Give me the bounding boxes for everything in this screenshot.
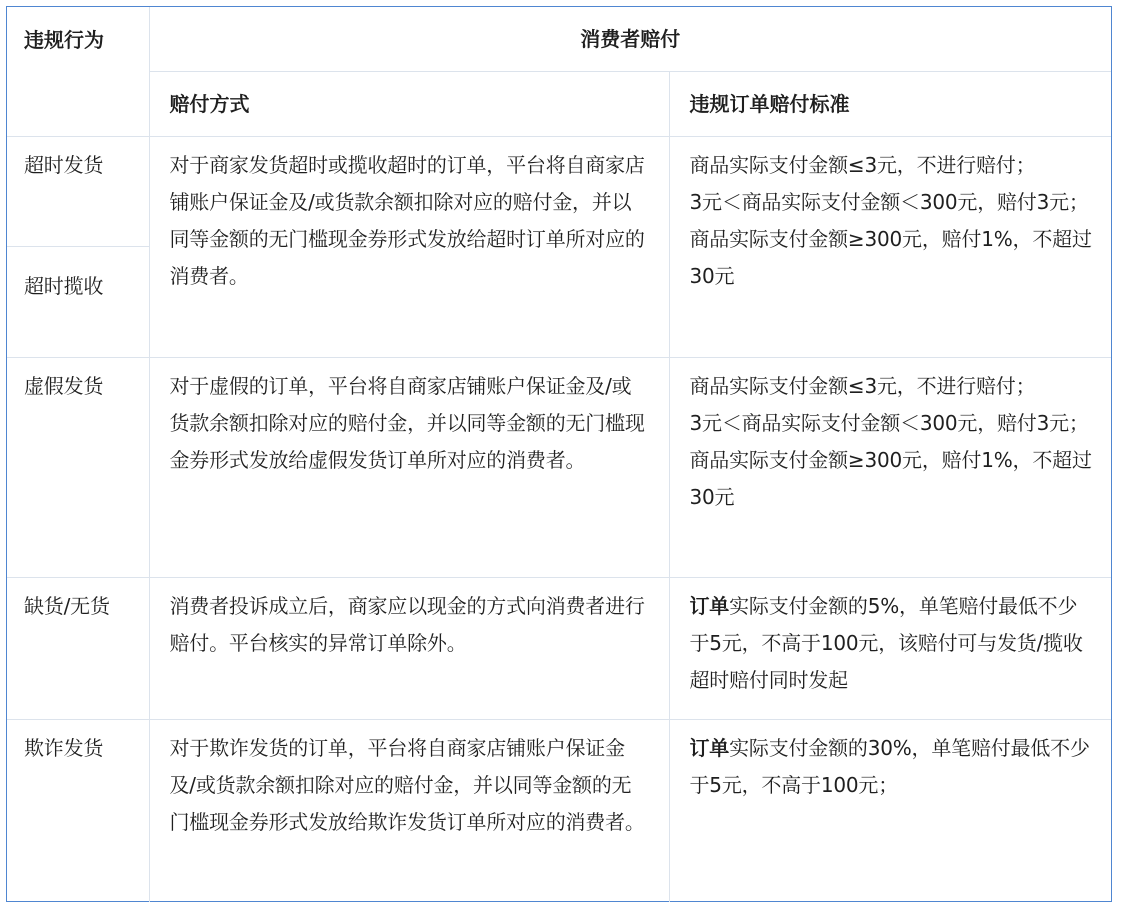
- compensation-table: [7, 7, 1111, 902]
- violation-late-shipping: 超时发货: [7, 137, 149, 247]
- standard-cell: [669, 577, 1111, 719]
- method-cell: 对于欺诈发货的订单，平台将自商家店铺账户保证金及/或货款余额扣除对应的赔付金，并以同等金额的无门槛现金券形式发放给欺诈发货订单所对应的消费者。: [149, 719, 669, 902]
- violation-cell-split: [7, 136, 149, 357]
- standard-cell: [669, 357, 1111, 577]
- table-row: [7, 719, 1111, 902]
- table-row: [7, 357, 1111, 577]
- standard-text: 实际支付金额的5%，单笔赔付最低不少于5元，不高于100元，该赔付可与发货/揽收超时赔付同时发起: [689, 593, 1083, 692]
- method-cell: 对于虚假的订单，平台将自商家店铺账户保证金及/或货款余额扣除对应的赔付金，并以同等金额的无门槛现金券形式发放给虚假发货订单所对应的消费者。: [149, 357, 669, 577]
- table-row: [7, 136, 1111, 357]
- header-standard: 违规订单赔付标准: [669, 71, 1111, 136]
- standard-line: 商品实际支付金额≥300元，赔付1%，不超过30元: [689, 447, 1092, 509]
- standard-bold-prefix: 订单: [689, 735, 730, 760]
- standard-line: 3元＜商品实际支付金额＜300元，赔付3元；: [689, 410, 1089, 435]
- standard-cell: [669, 719, 1111, 902]
- violation-cell: 欺诈发货: [7, 719, 149, 902]
- table-row: [7, 577, 1111, 719]
- standard-line: 商品实际支付金额≥300元，赔付1%，不超过30元: [689, 226, 1092, 288]
- violation-cell: 缺货/无货: [7, 577, 149, 719]
- header-compensation: 消费者赔付: [149, 7, 1111, 71]
- subheader-row: [7, 71, 1111, 136]
- standard-bold-prefix: 订单: [689, 593, 730, 618]
- method-cell: 消费者投诉成立后，商家应以现金的方式向消费者进行赔付。平台核实的异常订单除外。: [149, 577, 669, 719]
- standard-line: 商品实际支付金额≤3元，不进行赔付；: [689, 152, 1036, 177]
- violation-late-pickup: 超时揽收: [24, 273, 104, 298]
- header-method: 赔付方式: [149, 71, 669, 136]
- header-row: [7, 7, 1111, 71]
- standard-cell: [669, 136, 1111, 357]
- standard-line: 商品实际支付金额≤3元，不进行赔付；: [689, 373, 1036, 398]
- header-violation: 违规行为: [7, 7, 149, 136]
- standard-text: 实际支付金额的30%，单笔赔付最低不少于5元，不高于100元；: [689, 735, 1090, 797]
- violation-cell: 虚假发货: [7, 357, 149, 577]
- standard-line: 3元＜商品实际支付金额＜300元，赔付3元；: [689, 189, 1089, 214]
- method-cell: 对于商家发货超时或揽收超时的订单，平台将自商家店铺账户保证金及/或货款余额扣除对应的赔付金，并以同等金额的无门槛现金券形式发放给超时订单所对应的消费者。: [149, 136, 669, 357]
